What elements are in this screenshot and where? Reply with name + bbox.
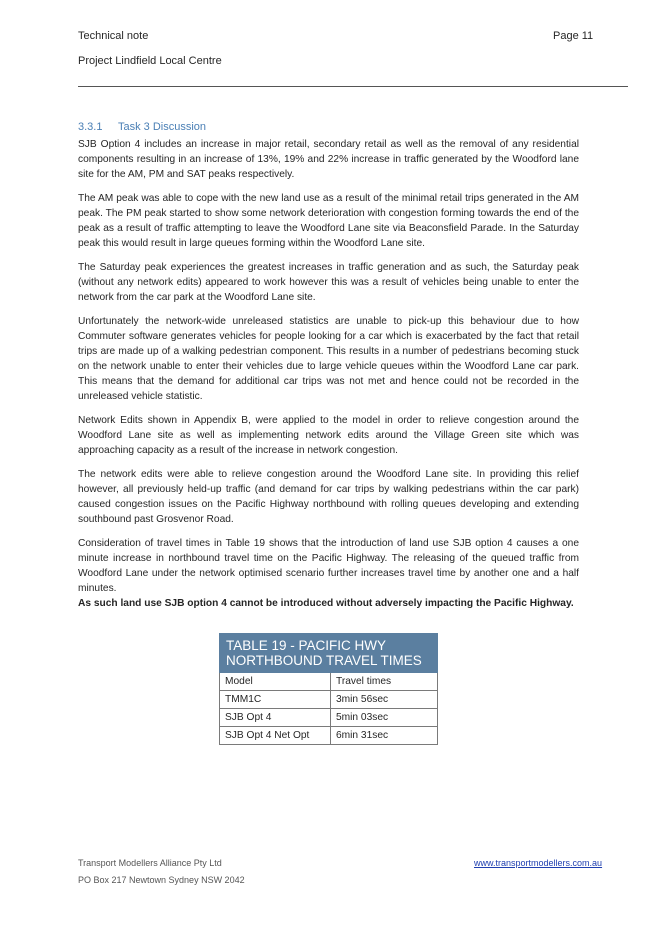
table-cell: 5min 03sec bbox=[331, 709, 438, 727]
footer-address: PO Box 217 Newtown Sydney NSW 2042 bbox=[78, 875, 245, 885]
table-caption: TABLE 19 - PACIFIC HWY NORTHBOUND TRAVEL TIMES bbox=[220, 634, 438, 673]
footer-website-link[interactable]: www.transportmodellers.com.au bbox=[474, 858, 603, 868]
paragraph: The Saturday peak experiences the greatest increases in traffic generation and as such, the Saturday peak (without any network edits) appeared to work however this was a result of vehicles being unable to enter the network from the car park at the Woodford Lane site. bbox=[78, 262, 579, 303]
table-row bbox=[220, 727, 438, 745]
paragraph: The network edits were able to relieve congestion around the Woodford Lane site. In providing this relief however, all previously held-up traffic (and demand for car trips by walking pedestrians within the car park) caused congestion issues on the Pacific Highway northbound with rolling queues developing and extending southbound past Grosvenor Road. bbox=[78, 469, 579, 525]
table-header-cell: Travel times bbox=[331, 673, 438, 691]
section-number: 3.3.1 bbox=[78, 121, 103, 133]
paragraph: Network Edits shown in Appendix B, were applied to the model in order to relieve congestion around the Woodford Lane site as well as implementing network edits around the Village Green site which was approaching capacity as a result of the increase in network congestion. bbox=[78, 415, 579, 456]
travel-times-table bbox=[219, 633, 438, 745]
table-row bbox=[220, 691, 438, 709]
table-cell: 3min 56sec bbox=[331, 691, 438, 709]
table-cell: SJB Opt 4 Net Opt bbox=[220, 727, 331, 745]
table-header-cell: Model bbox=[220, 673, 331, 691]
body-text bbox=[78, 137, 579, 611]
table-cell: 6min 31sec bbox=[331, 727, 438, 745]
paragraph: SJB Option 4 includes an increase in major retail, secondary retail as well as the removal of any residential components resulting in an increase of 13%, 19% and 22% increase in traffic generated by the Woodford lane site for the AM, PM and SAT peaks respectively. bbox=[78, 139, 579, 180]
project-name: Project Lindfield Local Centre bbox=[78, 55, 222, 67]
table-cell: SJB Opt 4 bbox=[220, 709, 331, 727]
paragraph: Unfortunately the network-wide unreleased statistics are unable to pick-up this behaviour due to how Commuter software generates vehicles for people looking for a car which is exacerbated by the fact that retail trips are made up of a walking pedestrian component. This results in a number of pedestrians becoming stuck on the network unable to enter their vehicles due to large vehicle queues within the Woodford Lane car park. This means that the demand for additional car trips was not met and hence could not be recorded in the unreleased vehicle statistic. bbox=[78, 316, 579, 402]
paragraph: Consideration of travel times in Table 19 shows that the introduction of land use SJB option 4 causes a one minute increase in northbound travel time on the Pacific Highway. The releasing of the queued traffic from Woodford Lane under the network optimised scenario further increases travel time by another one and a half minutes. bbox=[78, 538, 579, 594]
section-title: Task 3 Discussion bbox=[118, 121, 207, 133]
section-heading bbox=[78, 121, 206, 133]
paragraph: The AM peak was able to cope with the new land use as a result of the minimal retail trips generated in the AM peak. The PM peak started to show some network deterioration with congestion forming towards the end of the peak as a result of traffic attempting to leave the Woodford Lane site via Beaconsfield Parade. In the Saturday peak this would result in large queues forming within the Woodford Lane site. bbox=[78, 193, 579, 249]
table-row bbox=[220, 709, 438, 727]
page-number: Page 11 bbox=[553, 30, 594, 42]
table-header-row bbox=[220, 673, 438, 691]
conclusion-statement: As such land use SJB option 4 cannot be introduced without adversely impacting the Pacific Highway. bbox=[78, 598, 574, 609]
header-divider bbox=[78, 86, 628, 87]
document-type: Technical note bbox=[78, 30, 149, 42]
table-cell: TMM1C bbox=[220, 691, 331, 709]
footer-company: Transport Modellers Alliance Pty Ltd bbox=[78, 858, 222, 868]
